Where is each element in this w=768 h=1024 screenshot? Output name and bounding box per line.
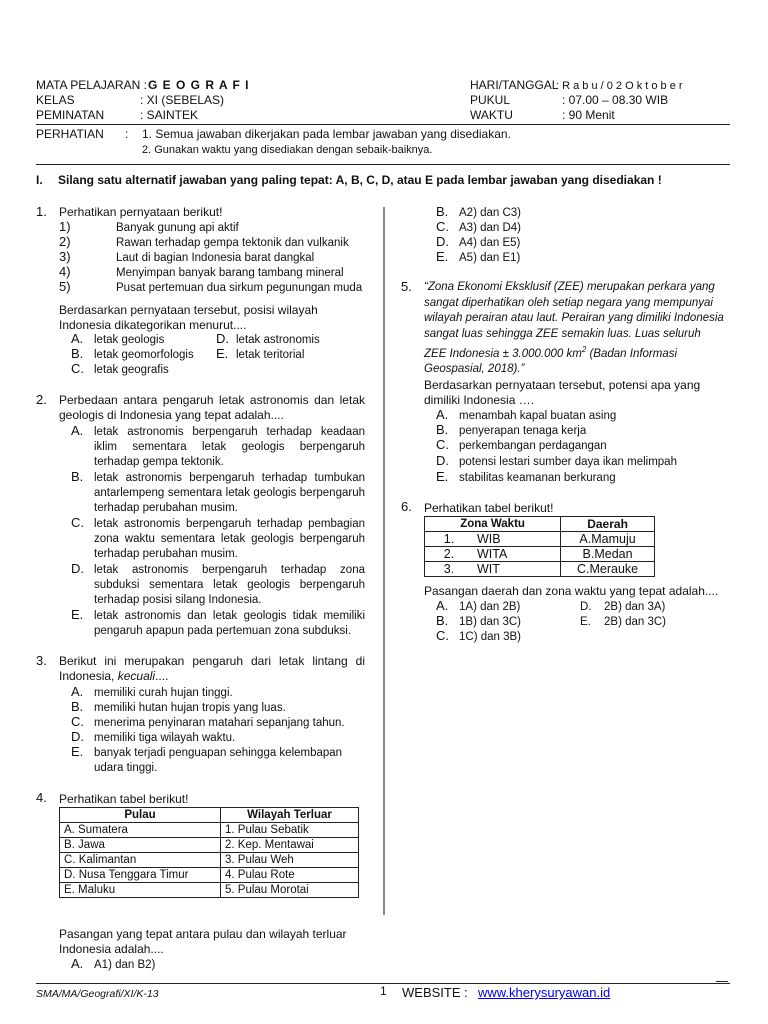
- q1-option-letter: D.: [216, 331, 229, 346]
- q1-stem: Berdasarkan pernyataan tersebut, posisi wilayah Indonesia dikategorikan menurut....: [59, 303, 318, 332]
- q6-number: 6.: [401, 499, 412, 514]
- q2-stem: Perbedaan antara pengaruh letak astronomis dan letak geologis di Indonesia yang tepat adalah....: [59, 393, 365, 422]
- footer-rule-mark: [716, 981, 728, 982]
- q2-option-letter: D.: [71, 561, 84, 576]
- q6-option-letter: D.: [580, 601, 592, 613]
- q2-option-letter: B.: [71, 469, 84, 484]
- q4-option-letter: C.: [436, 219, 449, 234]
- q5-quote-sup: 2: [581, 345, 587, 354]
- q6-option-letter: B.: [436, 613, 449, 628]
- q2-option-e: letak astronomis dan letak geologis tidak memiliki pengaruh apapun pada pertemuan zona subduksi.: [94, 610, 365, 637]
- hari-value: : R a b u / 0 2 O k t o b e r: [556, 80, 683, 92]
- q2-option-letter: E.: [71, 607, 84, 622]
- column-divider: [383, 207, 385, 915]
- mapel-label: MATA PELAJARAN :: [36, 78, 147, 92]
- pukul-label: PUKUL: [470, 93, 511, 107]
- q6-option-d: 2B) dan 3A): [604, 601, 666, 613]
- q1-intro: Perhatikan pernyataan berikut!: [59, 205, 223, 219]
- q1-option-e: letak teritorial: [236, 349, 305, 361]
- section-instruction: Silang satu alternatif jawaban yang paling tepat: A, B, C, D, atau E pada lembar jawaban yang disediakan !: [58, 173, 662, 187]
- q6-table: [424, 516, 655, 577]
- table-cell: 2. Kep. Mentawai: [221, 838, 359, 853]
- header-rule-bottom: [36, 164, 730, 165]
- q1-item-num: 2): [59, 234, 71, 249]
- kelas-value: : XI (SEBELAS): [140, 93, 225, 107]
- q3-option-b: memiliki hutan hujan tropis yang luas.: [94, 702, 286, 714]
- q3-option-letter: A.: [71, 684, 84, 699]
- q1-item-num: 1): [59, 219, 71, 234]
- kelas-label: KELAS: [36, 93, 75, 107]
- q1-item-num: 5): [59, 279, 71, 294]
- table-row: [60, 838, 359, 853]
- table-cell: 5. Pulau Morotai: [221, 883, 359, 898]
- q3-option-letter: B.: [71, 699, 84, 714]
- q2-option-d: letak astronomis berpengaruh terhadap zona subduksi sementara letak geologis berpengaruh terhadap posisi silang Indonesia.: [94, 564, 365, 606]
- q2-option-letter: A.: [71, 423, 84, 438]
- q5-option-a: menambah kapal buatan asing: [459, 410, 617, 422]
- q1-option-d: letak astronomis: [236, 334, 320, 346]
- q4-intro: Perhatikan tabel berikut!: [59, 792, 189, 806]
- table-row: [425, 562, 655, 577]
- header-rule-top: [36, 124, 730, 125]
- q1-option-letter: A.: [71, 331, 84, 346]
- page-number: 1: [380, 984, 387, 998]
- table-row: [60, 853, 359, 868]
- q3-option-e: banyak terjadi penguapan sehingga kelembapan udara tinggi.: [94, 747, 343, 774]
- table-cell: WIT: [473, 562, 561, 577]
- q1-item-text: Pusat pertemuan dua sirkum pegunungan muda: [116, 282, 363, 294]
- table-cell: 4. Pulau Rote: [221, 868, 359, 883]
- website-label: WEBSITE :: [402, 985, 468, 1000]
- q6-option-letter: E.: [580, 616, 591, 628]
- q4-option-d: A4) dan E5): [459, 237, 521, 249]
- q3-option-c: menerima penyinaran matahari sepanjang tahun.: [94, 717, 345, 729]
- perhatian-item-1: 1. Semua jawaban dikerjakan pada lembar jawaban yang disediakan.: [142, 127, 511, 141]
- table-cell: WITA: [473, 547, 561, 562]
- q4-option-letter: D.: [436, 234, 449, 249]
- table-row: [425, 532, 655, 547]
- q6-option-b: 1B) dan 3C): [459, 616, 522, 628]
- table-cell: 2.: [425, 547, 474, 562]
- q4-option-a: A1) dan B2): [94, 959, 156, 971]
- hari-label: HARI/TANGGAL: [470, 78, 559, 92]
- q5-option-letter: E.: [436, 469, 449, 484]
- q1-option-b: letak geomorfologis: [94, 349, 194, 361]
- q4-option-letter: A.: [71, 956, 84, 971]
- q1-option-letter: E.: [216, 346, 229, 361]
- table-cell: 1. Pulau Sebatik: [221, 823, 359, 838]
- perhatian-colon: :: [125, 127, 129, 141]
- q1-option-a: letak geologis: [94, 334, 165, 346]
- q4-stem: Pasangan yang tepat antara pulau dan wilayah terluar Indonesia adalah....: [59, 927, 347, 956]
- q4-option-letter: E.: [436, 249, 449, 264]
- peminatan-value: : SAINTEK: [140, 108, 199, 122]
- table-cell: 3. Pulau Weh: [221, 853, 359, 868]
- q5-option-c: perkembangan perdagangan: [459, 440, 607, 452]
- q4-col-pulau: Pulau: [60, 808, 221, 823]
- q6-option-a: 1A) dan 2B): [459, 601, 521, 613]
- q3-option-a: memiliki curah hujan tinggi.: [94, 687, 233, 699]
- q3-option-letter: E.: [71, 744, 84, 759]
- q3-number: 3.: [36, 653, 47, 668]
- q5-number: 5.: [401, 279, 412, 294]
- q5-option-b: penyerapan tenaga kerja: [459, 425, 587, 437]
- q6-option-e: 2B) dan 3C): [604, 616, 667, 628]
- q5-option-letter: C.: [436, 437, 449, 452]
- q4-col-wilayah: Wilayah Terluar: [221, 808, 359, 823]
- table-header-row: [60, 808, 359, 823]
- q2-number: 2.: [36, 392, 47, 407]
- q4-table: [59, 807, 359, 898]
- q5-option-letter: D.: [436, 453, 449, 468]
- q5-option-letter: B.: [436, 422, 449, 437]
- q5-quote: [424, 280, 724, 378]
- q4-number: 4.: [36, 790, 47, 805]
- section-number: I.: [36, 173, 43, 187]
- q3-stem-text: Berikut ini merupakan pengaruh dari letak lintang di Indonesia,: [59, 654, 365, 683]
- q5-stem: Berdasarkan pernyataan tersebut, potensi apa yang dimiliki Indonesia ….: [424, 378, 701, 407]
- q3-stem: [59, 654, 365, 684]
- q4-option-c: A3) dan D4): [459, 222, 522, 234]
- peminatan-label: PEMINATAN: [36, 108, 105, 122]
- q6-option-letter: C.: [436, 628, 449, 643]
- q1-item-num: 3): [59, 249, 71, 264]
- q6-stem: Pasangan daerah dan zona waktu yang tepat adalah....: [424, 584, 719, 598]
- table-cell: C. Kalimantan: [60, 853, 221, 868]
- q5-option-d: potensi lestari sumber daya ikan melimpah: [459, 456, 677, 468]
- q6-col-daerah: Daerah: [561, 517, 655, 532]
- mapel-value: G E O G R A F I: [148, 78, 250, 92]
- table-row: [425, 547, 655, 562]
- waktu-value: : 90 Menit: [562, 108, 615, 122]
- q4-option-b: A2) dan C3): [459, 207, 522, 219]
- q5-quote-text: “Zona Ekonomi Eksklusif (ZEE) merupakan perkara yang sangat diperhatikan oleh setiap negara yang mempunyai wilayah perairan atau laut. Perairan yang dimiliki Indonesia sangat luas sehingga ZEE semakin luas. Luas seluruh ZEE Indonesia ± 3.000.000 km: [424, 281, 724, 360]
- q2-option-a: letak astronomis berpengaruh terhadap keadaan iklim sementara letak geologis berpengaruh terhadap gempa tektonik.: [94, 426, 365, 468]
- q1-option-c: letak geografis: [94, 364, 169, 376]
- table-cell: A.Mamuju: [561, 532, 655, 547]
- table-row: [60, 823, 359, 838]
- q1-option-letter: B.: [71, 346, 84, 361]
- q3-option-letter: C.: [71, 714, 84, 729]
- perhatian-item-2: 2. Gunakan waktu yang disediakan dengan sebaik-baiknya.: [142, 144, 433, 156]
- q5-option-e: stabilitas keamanan berkurang: [459, 472, 616, 484]
- table-cell: 1.: [425, 532, 474, 547]
- q2-option-c: letak astronomis berpengaruh terhadap pembagian zona waktu sementara letak geologis berpengaruh terhadap perubahan musim.: [94, 518, 365, 560]
- q1-item-text: Banyak gunung api aktif: [116, 222, 239, 234]
- table-cell: E. Maluku: [60, 883, 221, 898]
- q1-item-text: Menyimpan banyak barang tambang mineral: [116, 267, 344, 279]
- website-link[interactable]: www.kherysuryawan.id: [478, 985, 611, 1000]
- q2-option-b: letak astronomis berpengaruh terhadap tumbukan antarlempeng sementara letak geologis berpengaruh terhadap perubahan musim.: [94, 472, 365, 514]
- q1-item-num: 4): [59, 264, 71, 279]
- table-cell: WIB: [473, 532, 561, 547]
- q1-item-text: Laut di bagian Indonesia barat dangkal: [116, 252, 315, 264]
- q1-option-letter: C.: [71, 361, 84, 376]
- q6-col-zona: Zona Waktu: [425, 517, 561, 532]
- table-row: [60, 868, 359, 883]
- table-cell: 3.: [425, 562, 474, 577]
- table-cell: B.Medan: [561, 547, 655, 562]
- q6-intro: Perhatikan tabel berikut!: [424, 501, 554, 515]
- pukul-value: : 07.00 – 08.30 WIB: [562, 93, 669, 107]
- q3-option-d: memiliki tiga wilayah waktu.: [94, 732, 236, 744]
- q3-option-letter: D.: [71, 729, 84, 744]
- q1-number: 1.: [36, 204, 47, 219]
- perhatian-label: PERHATIAN: [36, 127, 104, 141]
- table-cell: C.Merauke: [561, 562, 655, 577]
- table-cell: B. Jawa: [60, 838, 221, 853]
- q5-option-letter: A.: [436, 407, 449, 422]
- footer-code: SMA/MA/Geografi/XI/K-13: [36, 988, 159, 1000]
- q6-option-c: 1C) dan 3B): [459, 631, 522, 643]
- q1-item-text: Rawan terhadap gempa tektonik dan vulkanik: [116, 237, 349, 249]
- waktu-label: WAKTU: [470, 108, 513, 122]
- table-header-row: [425, 517, 655, 532]
- table-row: [60, 883, 359, 898]
- q5-quote-source: (Badan Informasi Geospasial, 2018).”: [424, 347, 678, 376]
- table-cell: A. Sumatera: [60, 823, 221, 838]
- q2-option-letter: C.: [71, 515, 84, 530]
- q4-option-e: A5) dan E1): [459, 252, 521, 264]
- q6-option-letter: A.: [436, 598, 449, 613]
- q3-stem-emphasis: kecuali: [117, 669, 156, 683]
- q3-stem-dots: ....: [155, 669, 169, 683]
- table-cell: D. Nusa Tenggara Timur: [60, 868, 221, 883]
- q4-option-letter: B.: [436, 204, 449, 219]
